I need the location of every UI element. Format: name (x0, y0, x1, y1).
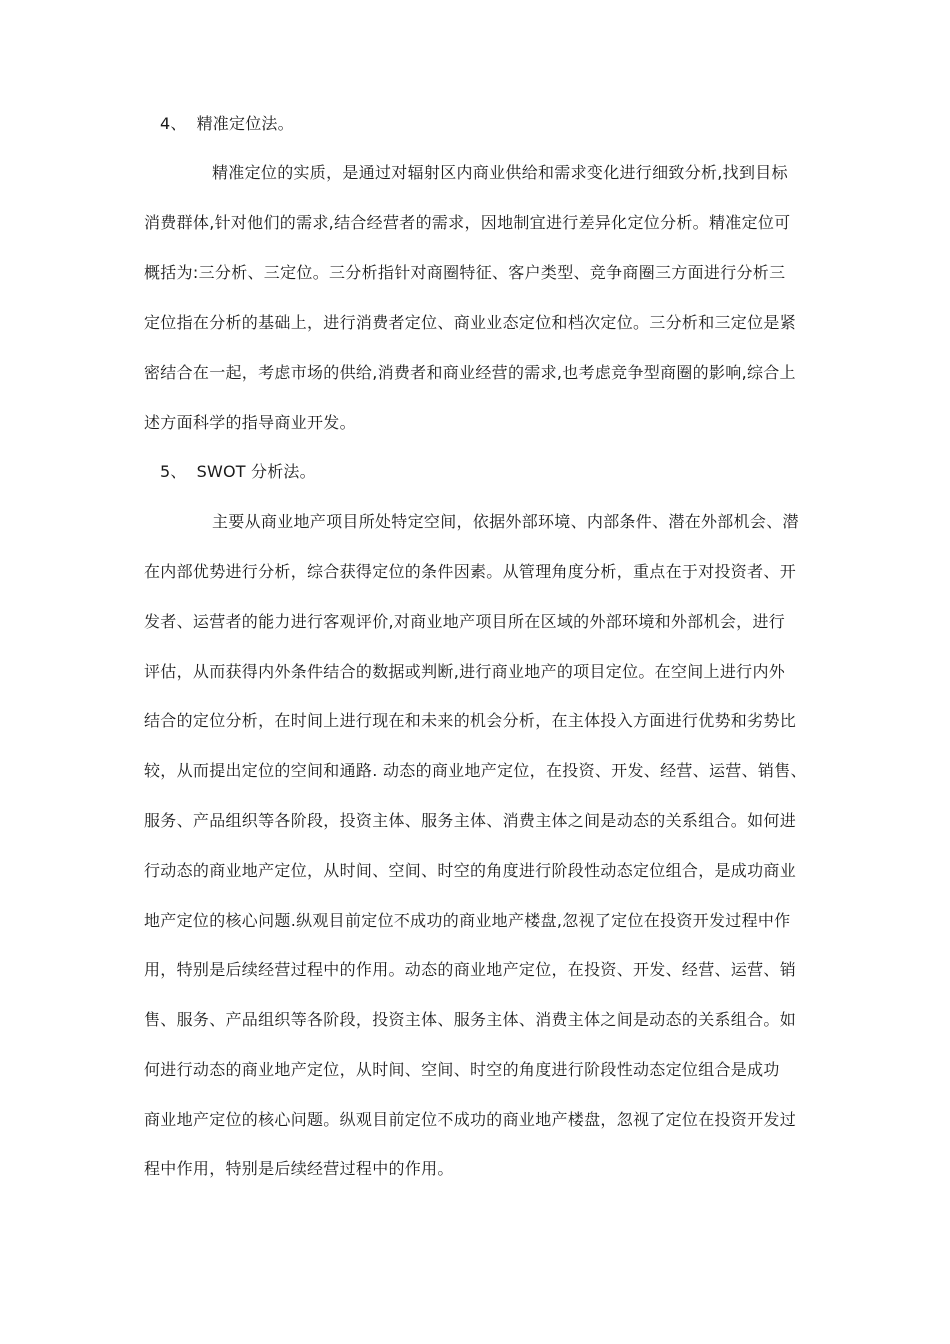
paragraph-line: 消费群体,针对他们的需求,结合经营者的需求，因地制宜进行差异化定位分析。精准定位可 (144, 213, 791, 232)
section-title: SWOT 分析法。 (196, 462, 316, 481)
paragraph-line: 评估，从而获得内外条件结合的数据或判断,进行商业地产的项目定位。在空间上进行内外 (144, 662, 786, 681)
paragraph-line: 服务、产品组织等各阶段，投资主体、服务主体、消费主体之间是动态的关系组合。如何进 (144, 811, 797, 830)
paragraph-line: 何进行动态的商业地产定位，从时间、空间、时空的角度进行阶段性动态定位组合是成功 (144, 1060, 780, 1079)
paragraph-line: 地产定位的核心问题.纵观目前定位不成功的商业地产楼盘,忽视了定位在投资开发过程中作 (144, 911, 791, 930)
paragraph-line: 商业地产定位的核心问题。纵观目前定位不成功的商业地产楼盘，忽视了定位在投资开发过 (144, 1110, 797, 1129)
section-heading (160, 460, 316, 484)
paragraph-line: 述方面科学的指导商业开发。 (144, 413, 356, 432)
section-heading (160, 112, 294, 136)
paragraph-line: 较，从而提出定位的空间和通路. 动态的商业地产定位，在投资、开发、经营、运营、销售、 (144, 761, 807, 780)
paragraph-line: 程中作用，特别是后续经营过程中的作用。 (144, 1159, 454, 1178)
paragraph-line: 定位指在分析的基础上，进行消费者定位、商业业态定位和档次定位。三分析和三定位是紧 (144, 313, 797, 332)
paragraph-line: 密结合在一起，考虑市场的供给,消费者和商业经营的需求,也考虑竞争型商圈的影响,综合上 (144, 363, 796, 382)
paragraph-line: 在内部优势进行分析，综合获得定位的条件因素。从管理角度分析，重点在于对投资者、开 (144, 562, 797, 581)
paragraph-line: 主要从商业地产项目所处特定空间，依据外部环境、内部条件、潜在外部机会、潜 (212, 512, 799, 531)
paragraph-line: 售、服务、产品组织等各阶段，投资主体、服务主体、消费主体之间是动态的关系组合。如 (144, 1010, 797, 1029)
section-number: 5、 (160, 462, 187, 481)
paragraph-line: 发者、运营者的能力进行客观评价,对商业地产项目所在区域的外部环境和外部机会，进行 (144, 612, 786, 631)
paragraph-line: 概括为:三分析、三定位。三分析指针对商圈特征、客户类型、竞争商圈三方面进行分析三 (144, 263, 786, 282)
paragraph-line: 结合的定位分析，在时间上进行现在和未来的机会分析，在主体投入方面进行优势和劣势比 (144, 711, 797, 730)
section-title: 精准定位法。 (196, 114, 294, 133)
paragraph-line: 行动态的商业地产定位，从时间、空间、时空的角度进行阶段性动态定位组合，是成功商业 (144, 861, 797, 880)
paragraph-line: 精准定位的实质，是通过对辐射区内商业供给和需求变化进行细致分析,找到目标 (212, 163, 788, 182)
paragraph-line: 用，特别是后续经营过程中的作用。动态的商业地产定位，在投资、开发、经营、运营、销 (144, 960, 797, 979)
section-number: 4、 (160, 114, 187, 133)
